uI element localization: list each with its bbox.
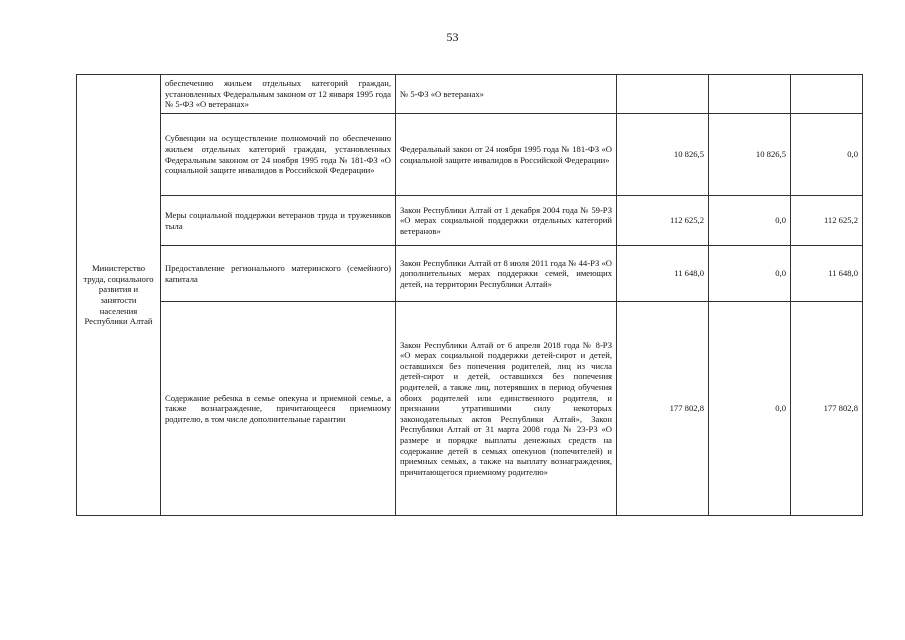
budget-table <box>76 74 863 516</box>
law-cell: Закон Республики Алтай от 1 декабря 2004 года № 59-РЗ «О мерах социальной поддержки отдельных категорий ветеранов» <box>396 196 617 246</box>
table-row <box>77 246 863 302</box>
law-cell: Федеральный закон от 24 ноября 1995 года № 181-ФЗ «О социальной защите инвалидов в Российской Федерации» <box>396 114 617 196</box>
value-cell: 112 625,2 <box>791 196 863 246</box>
law-cell: Закон Республики Алтай от 8 июля 2011 года № 44-РЗ «О дополнительных мерах поддержки семей, имеющих детей, на территории Республики Алтай» <box>396 246 617 302</box>
value-cell <box>791 75 863 114</box>
value-cell: 11 648,0 <box>617 246 709 302</box>
measure-cell: обеспечению жильем отдельных категорий граждан, установленных Федеральным законом от 12 января 1995 года № 5-ФЗ «О ветеранах» <box>161 75 396 114</box>
measure-cell: Содержание ребенка в семье опекуна и приемной семье, а также вознаграждение, причитающееся приемному родителю, в том числе дополнительные гарантии <box>161 302 396 516</box>
value-cell: 10 826,5 <box>617 114 709 196</box>
value-cell <box>617 75 709 114</box>
page-number: 53 <box>446 30 459 44</box>
value-cell: 177 802,8 <box>791 302 863 516</box>
value-cell: 0,0 <box>709 246 791 302</box>
measure-cell: Меры социальной поддержки ветеранов труда и тружеников тыла <box>161 196 396 246</box>
org-cell: Министерство труда, социального развития и занятости населения Республики Алтай <box>77 75 161 516</box>
value-cell: 0,0 <box>709 196 791 246</box>
law-cell: Закон Республики Алтай от 6 апреля 2018 года № 8-РЗ «О мерах социальной поддержки детей-сирот и детей, оставшихся без попечения родителей, лиц из числа детей-сирот и детей, оставшихся без попечения родителей, а также лиц, потерявших в период обучения обоих родителей или единственного родителя, и признании утратившими силу некоторых законодательных актов Республики Алтай», Закон Республики Алтай от 31 марта 2008 года № 23-РЗ «О размере и порядке выплаты денежных средств на содержание детей в семьях опекунов (попечителей) и приемных семьях, а также на выплату вознаграждения, причитающегося приемному родителю» <box>396 302 617 516</box>
measure-cell: Предоставление регионального материнского (семейного) капитала <box>161 246 396 302</box>
value-cell <box>709 75 791 114</box>
value-cell: 0,0 <box>709 302 791 516</box>
table-row <box>77 75 863 114</box>
table-row <box>77 302 863 516</box>
value-cell: 177 802,8 <box>617 302 709 516</box>
law-cell: № 5-ФЗ «О ветеранах» <box>396 75 617 114</box>
measure-cell: Субвенции на осуществление полномочий по обеспечению жильем отдельных категорий граждан, установленных Федеральным законом от 24 ноября 1995 года № 181-ФЗ «О социальной защите инвалидов в Российской Федерации» <box>161 114 396 196</box>
value-cell: 11 648,0 <box>791 246 863 302</box>
value-cell: 112 625,2 <box>617 196 709 246</box>
value-cell: 0,0 <box>791 114 863 196</box>
table-row <box>77 114 863 196</box>
table-row <box>77 196 863 246</box>
value-cell: 10 826,5 <box>709 114 791 196</box>
